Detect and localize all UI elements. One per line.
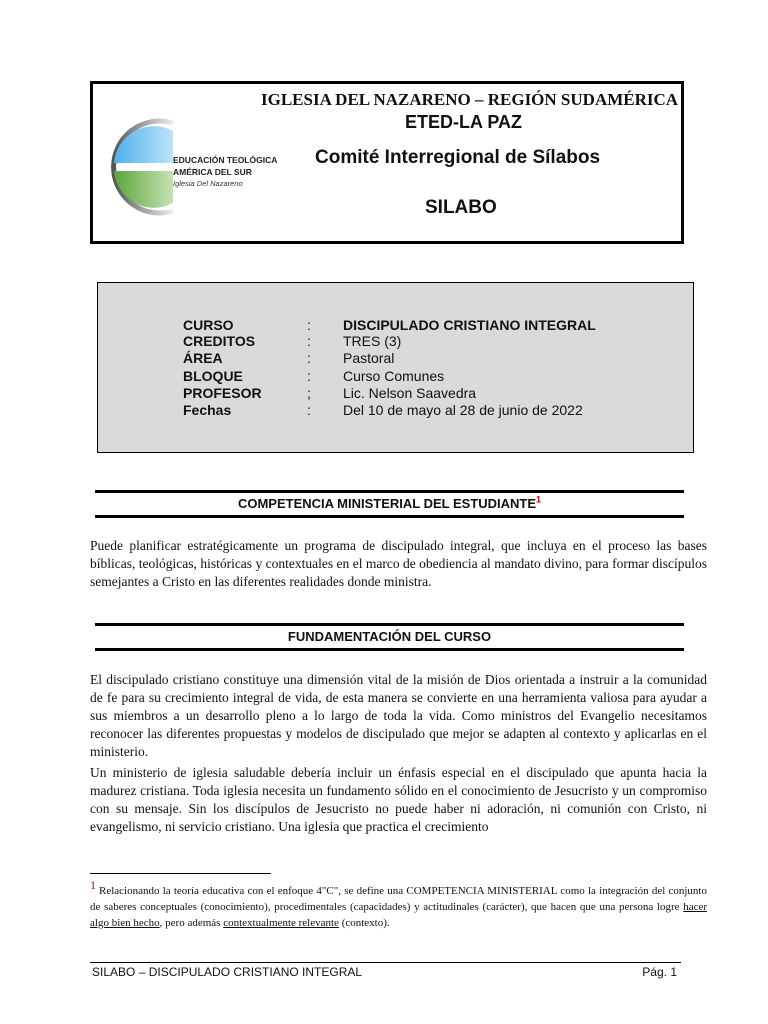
info-value: Del 10 de mayo al 28 de junio de 2022 bbox=[343, 402, 583, 418]
logo-text bbox=[173, 154, 277, 189]
header-subtitle-comite: Comité Interregional de Sílabos bbox=[315, 147, 601, 168]
info-key: CURSO bbox=[183, 317, 234, 333]
course-info-box bbox=[97, 282, 694, 453]
info-key: ÁREA bbox=[183, 350, 223, 366]
eted-logo-icon bbox=[101, 117, 181, 217]
section-title: FUNDAMENTACIÓN DEL CURSO bbox=[287, 629, 492, 644]
info-value: Pastoral bbox=[343, 350, 395, 366]
page-number: Pág. 1 bbox=[642, 965, 677, 979]
header-title: IGLESIA DEL NAZARENO – REGIÓN SUDAMÉRICA bbox=[261, 90, 679, 109]
footnote-divider bbox=[90, 873, 271, 874]
logo-line-3: Iglesia Del Nazareno bbox=[173, 179, 243, 188]
logo-line-1: EDUCACIÓN TEOLÓGICA bbox=[173, 155, 278, 165]
logo-line-2: AMÉRICA DEL SUR bbox=[173, 167, 252, 177]
info-value: TRES (3) bbox=[343, 333, 402, 349]
info-key: CREDITOS bbox=[183, 333, 256, 349]
info-sep: : bbox=[307, 402, 311, 418]
info-sep: : bbox=[307, 317, 311, 333]
footer-title: SILABO – DISCIPULADO CRISTIANO INTEGRAL bbox=[92, 965, 363, 979]
info-sep: ; bbox=[307, 385, 311, 401]
info-value: Curso Comunes bbox=[343, 368, 445, 384]
section-title bbox=[95, 493, 684, 515]
info-sep: : bbox=[307, 368, 311, 384]
footnote-text-c: (contexto). bbox=[338, 917, 390, 929]
section-header-competencia bbox=[95, 490, 684, 518]
header-box bbox=[90, 81, 684, 244]
fundamentacion-paragraph-1: El discipulado cristiano constituye una dimensión vital de la misión de Dios orientada a instruir a la comunidad de fe para su crecimiento integral de vida, de esta manera se convierte en una herramienta valiosa para ayudar a sus miembros a un desarrollo pleno a lo largo de toda la vida. Como ministros del Evangelio necesitamos reconocer las diferentes propuestas y modelos de discipulado que mejor se adapten al contexto y aplicarlas en el ministerio. bbox=[90, 672, 707, 759]
footnote-underline-1: hacer algo bien hecho bbox=[90, 901, 707, 929]
competencia-paragraph: Puede planificar estratégicamente un programa de discipulado integral, que incluya en el proceso las bases bíblicas, teológicas, históricas y contextuales en el marco de obediencia al mandato divino, para formar discípulos semejantes a Cristo en las diferentes realidades donde ministra. bbox=[90, 538, 707, 589]
section-header-fundamentacion bbox=[95, 623, 684, 651]
header-subtitle-eted: ETED-LA PAZ bbox=[405, 112, 522, 132]
footnote-number: 1 bbox=[90, 878, 96, 893]
footnote-text-a: Relacionando la teoría educativa con el enfoque 4"C", se define una COMPETENCIA MINISTERIAL como la integración del conjunto de saberes conceptuales (conocimiento), procedimentales (capacidades) y actitudinales (carácter), que hacen que una persona logre bbox=[90, 885, 707, 913]
footnote-text-b: , pero además bbox=[159, 917, 224, 929]
footnote bbox=[90, 878, 707, 931]
info-key: PROFESOR bbox=[183, 385, 262, 401]
info-sep: : bbox=[307, 333, 311, 349]
info-value: DISCIPULADO CRISTIANO INTEGRAL bbox=[343, 317, 596, 333]
document-type-title: SILABO bbox=[425, 197, 497, 218]
footnote-ref[interactable]: 1 bbox=[536, 494, 542, 505]
info-key: Fechas bbox=[183, 402, 232, 418]
page-footer bbox=[90, 962, 681, 980]
fundamentacion-paragraph-2: Un ministerio de iglesia saludable debería incluir un énfasis especial en el discipulado que apunta hacia la madurez cristiana. Toda iglesia necesita un fundamento sólido en el conocimiento de Jesucristo y un compromiso con su mensaje. Sin los discípulos de Jesucristo no puede haber ni adoración, ni comunión con Cristo, ni evangelismo, ni servicio cristiano. Una iglesia que practica el crecimiento bbox=[90, 765, 707, 834]
footnote-underline-2: contextualmente relevante bbox=[223, 917, 339, 929]
info-sep: : bbox=[307, 350, 311, 366]
info-key: BLOQUE bbox=[183, 368, 243, 384]
info-value: Lic. Nelson Saavedra bbox=[343, 385, 477, 401]
section-title-text: COMPETENCIA MINISTERIAL DEL ESTUDIANTE bbox=[237, 496, 537, 511]
